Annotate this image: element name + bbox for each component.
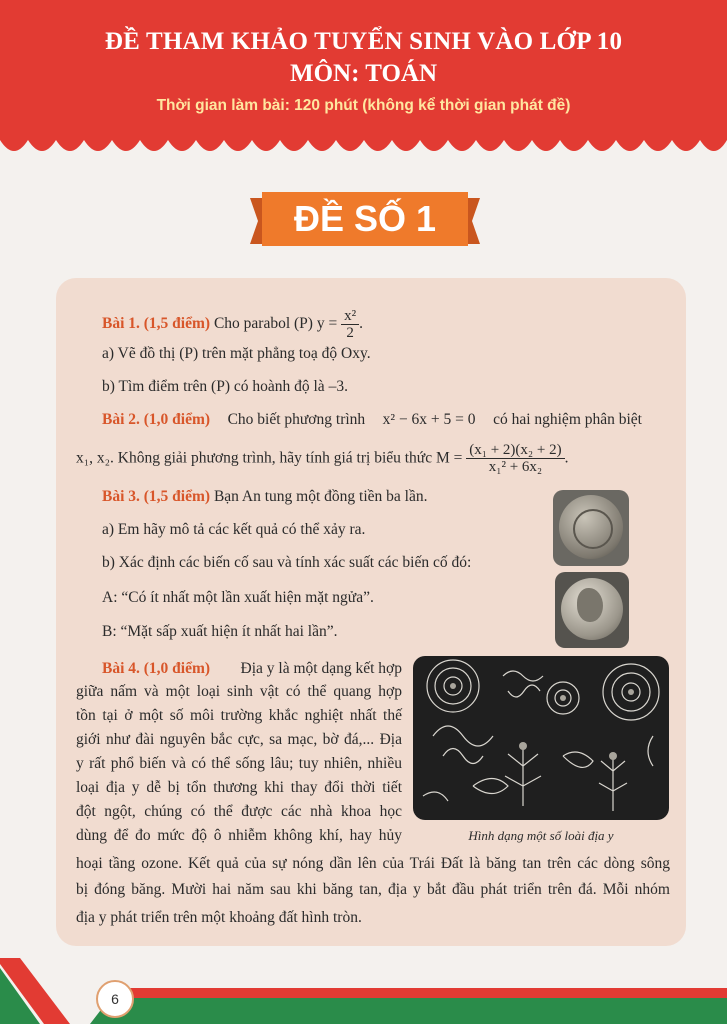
problem-1b: b) Tìm điểm trên (P) có hoành độ là –3. (102, 378, 348, 395)
problem-1-heading (102, 308, 363, 341)
problem-2-m-lhs: M = (435, 449, 463, 467)
fraction-denominator: x₁² + 6x₂ (488, 459, 543, 475)
page-number: 6 (96, 980, 134, 1018)
lichen-drawing (413, 656, 669, 820)
problem-3a: a) Em hãy mô tả các kết quả có thể xảy ra. (102, 521, 366, 538)
problem-3b: b) Xác định các biến cố sau và tính xác suất các biến cố đó: (102, 554, 472, 571)
header-scallop-border (0, 128, 727, 162)
problem-4-line-1: giữa nấm và một loại sinh vật có thể quang hợp (76, 683, 402, 700)
problem-2-text: Cho biết phương trình (227, 411, 366, 428)
badge-label: ĐỀ SỐ 1 (293, 198, 437, 239)
exam-number-badge (250, 188, 480, 250)
problem-1-label: Bài 1. (1,5 điểm) (102, 315, 211, 333)
problem-4-line-5: loại địa y dễ bị tổn thương khi thay đổi thời tiết (76, 779, 402, 796)
problem-3-heading (102, 487, 427, 507)
coin-ornament (573, 509, 613, 549)
problem-3-label: Bài 3. (1,5 điểm) (102, 488, 211, 505)
problem-4-label: Bài 4. (1,0 điểm) (102, 660, 211, 677)
problem-2-line2-text: x₁, x₂. Không giải phương trình, hãy tính giá trị biểu thức (76, 449, 433, 467)
coin-heads-image (555, 572, 629, 648)
problem-1-text: Cho parabol (P) (213, 315, 313, 333)
coin-tails-image (553, 490, 629, 566)
problem-4-line-6: đột ngột, chúng có thể được các nhà khoa học (76, 803, 402, 820)
problem-4-line-3: giới như đài nguyên bắc cực, sa mạc, bờ đá,... Địa (76, 731, 402, 748)
problem-2-text2: có hai nghiệm phân biệt (493, 411, 642, 428)
fraction-numerator: x² (341, 308, 359, 325)
problem-1a: a) Vẽ đồ thị (P) trên mặt phẳng toạ độ Oxy. (102, 345, 371, 362)
lichen-caption: Hình dạng một số loài địa y (468, 828, 614, 843)
problem-4-line-7: dùng để đo mức độ ô nhiễm không khí, hay hủy (76, 827, 402, 844)
subject-title: MÔN: TOÁN (290, 60, 437, 87)
problem-4-line-0: Địa y là một dạng kết hợp (240, 660, 402, 677)
problem-4-line-10: địa y phát triển trên một khoảng đất hình tròn. (76, 909, 362, 926)
fraction-denominator: 2 (346, 325, 354, 341)
problem-2-end: . (564, 449, 569, 467)
problem-4-heading (102, 659, 402, 679)
problem-3-text: Bạn An tung một đồng tiền ba lần. (213, 488, 428, 505)
problem-1-fraction (341, 308, 359, 341)
problem-2-line2 (76, 442, 568, 475)
problem-4-line-2: tồn tại ở một số môi trường khắc nghiệt nhất thế (76, 707, 402, 724)
problem-2-equation: x² − 6x + 5 = 0 (382, 411, 476, 428)
problem-4-line-8: hoại tầng ozone. Kết quả của sự nóng dần lên của Trái Đất là băng tan trên các dòng sông (76, 855, 670, 872)
problem-3-event-a: A: “Có ít nhất một lần xuất hiện mặt ngửa”. (102, 589, 374, 606)
exam-title: ĐỀ THAM KHẢO TUYỂN SINH VÀO LỚP 10 (104, 28, 623, 55)
problem-3-event-b: B: “Mặt sấp xuất hiện ít nhất hai lần”. (102, 623, 338, 640)
problem-2-label: Bài 2. (1,0 điểm) (102, 411, 211, 428)
problem-1-formula-lhs: y = (316, 315, 338, 333)
coin-portrait (577, 588, 603, 622)
time-note: Thời gian làm bài: 120 phút (không kể thời gian phát đề) (156, 97, 571, 114)
problem-2-heading (102, 410, 642, 430)
problem-1-end: . (359, 315, 363, 333)
problem-4-line-9: bị đóng băng. Mười hai năm sau khi băng tan, địa y bắt đầu phát triển trên đá. Mỗi nhóm (76, 881, 670, 898)
problem-4-line-4: y rất phổ biến và có thể sống lâu; tuy nhiên, nhiều (76, 755, 402, 772)
problem-2-fraction (466, 442, 564, 475)
lichen-illustration (413, 656, 669, 820)
fraction-numerator: (x₁ + 2)(x₂ + 2) (466, 442, 564, 459)
